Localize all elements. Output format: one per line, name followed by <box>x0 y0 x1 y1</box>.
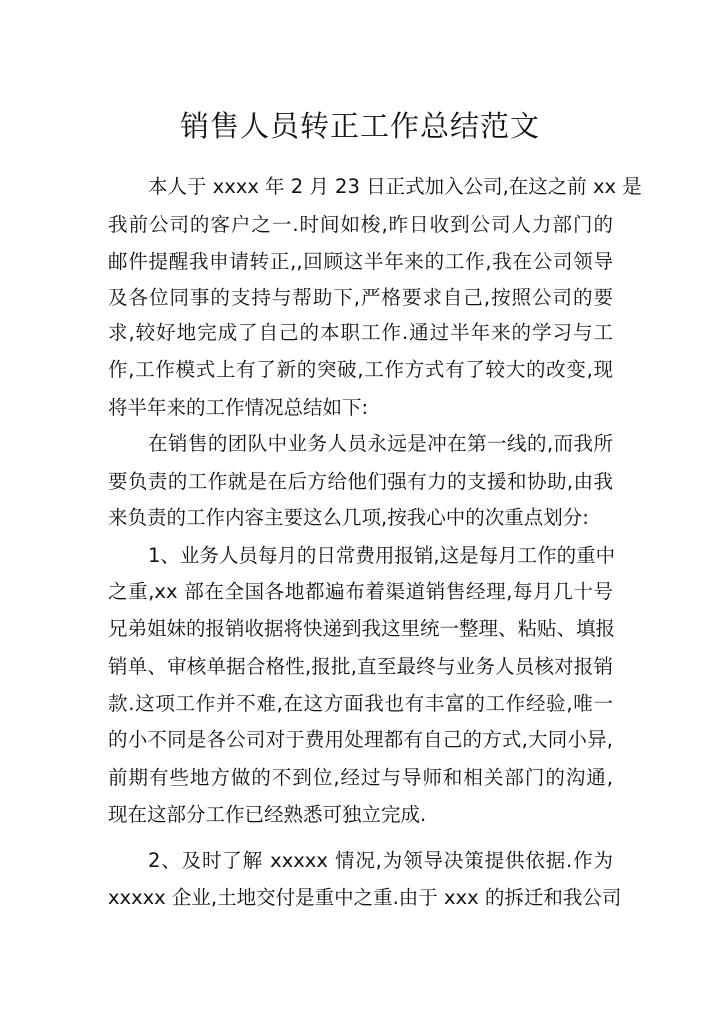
paragraph-line: 来负责的工作内容主要这么几项,按我心中的次重点划分: <box>108 506 589 529</box>
paragraph-line: 要负责的工作就是在后方给他们强有力的支援和协助,由我 <box>108 470 613 493</box>
paragraph-line: 兄弟姐妹的报销收据将快递到我这里统一整理、粘贴、填报 <box>108 617 616 640</box>
paragraph-line: 将半年来的工作情况总结如下: <box>108 396 369 419</box>
paragraph-line: 本人于 xxxx 年 2 月 23 日正式加入公司,在这之前 xx 是 <box>148 175 642 198</box>
paragraph-line: 在销售的团队中业务人员永远是冲在第一线的,而我所 <box>148 432 613 455</box>
paragraph-line: 及各位同事的支持与帮助下,严格要求自己,按照公司的要 <box>108 286 613 309</box>
paragraph-line: 前期有些地方做的不到位,经过与导师和相关部门的沟通, <box>108 766 613 789</box>
paragraph-line: 2、及时了解 xxxxx 情况,为领导决策提供依据.作为 <box>148 849 613 872</box>
paragraph-line: 现在这部分工作已经熟悉可独立完成. <box>108 803 427 826</box>
paragraph-line: 邮件提醒我申请转正,,回顾这半年来的工作,我在公司领导 <box>108 250 613 273</box>
paragraph-line: 之重,xx 部在全国各地都遍布着渠道销售经理,每月几十号 <box>108 580 613 603</box>
paragraph-line: 求,较好地完成了自己的本职工作.通过半年来的学习与工 <box>108 321 613 344</box>
paragraph-line: 作,工作模式上有了新的突破,工作方式有了较大的改变,现 <box>108 358 613 381</box>
paragraph-line: 的小不同是各公司对于费用处理都有自己的方式,大同小异, <box>108 728 613 751</box>
paragraph-line: 1、业务人员每月的日常费用报销,这是每月工作的重中 <box>148 544 616 567</box>
paragraph-line: xxxxx 企业,土地交付是重中之重.由于 xxx 的拆迁和我公司 <box>108 886 622 909</box>
paragraph-line: 我前公司的客户之一.时间如梭,昨日收到公司人力部门的 <box>108 213 613 236</box>
paragraph-line: 款.这项工作并不难,在这方面我也有丰富的工作经验,唯一 <box>108 692 613 715</box>
document-title: 销售人员转正工作总结范文 <box>179 109 540 143</box>
paragraph-line: 销单、审核单据合格性,报批,直至最终与业务人员核对报销 <box>108 655 613 678</box>
